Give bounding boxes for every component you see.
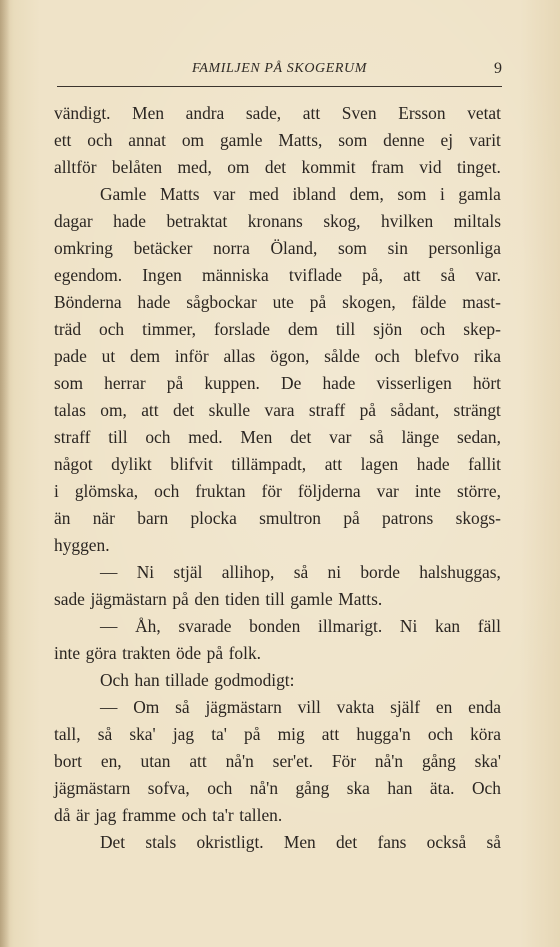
word: ska' xyxy=(474,751,501,771)
word: jägmästarn xyxy=(90,589,167,609)
word: dem, xyxy=(349,184,384,204)
word: rika xyxy=(473,346,501,366)
word: var. xyxy=(475,265,501,285)
word: belåten xyxy=(111,157,163,177)
word: inför xyxy=(174,346,209,366)
word: hugga'n xyxy=(356,724,411,744)
word: större, xyxy=(456,481,501,501)
running-title: FAMILJEN PÅ SKOGERUM xyxy=(191,61,368,76)
word: som xyxy=(338,130,368,150)
word: hade xyxy=(137,292,171,312)
word: ut xyxy=(101,346,116,366)
word: plocka xyxy=(190,508,237,528)
word: så xyxy=(97,724,113,744)
word: på xyxy=(244,724,261,744)
text-line xyxy=(54,127,501,154)
word: annat xyxy=(128,130,166,150)
word: gång xyxy=(421,751,456,771)
word: med xyxy=(248,184,279,204)
word: folk. xyxy=(228,643,262,663)
text-line xyxy=(54,721,501,748)
word: timmer, xyxy=(142,319,196,339)
word: talas xyxy=(54,400,86,420)
word: omkring xyxy=(54,238,113,258)
word: det xyxy=(264,157,287,177)
word: tillade xyxy=(165,670,209,690)
word: Öland, xyxy=(270,238,318,258)
word: halshuggas, xyxy=(419,562,501,582)
word: ögon, xyxy=(270,346,310,366)
word: fäll xyxy=(477,616,501,636)
word: godmodigt: xyxy=(214,670,295,690)
word: dylikt xyxy=(111,454,152,474)
word: i xyxy=(439,184,445,204)
word: den xyxy=(194,589,220,609)
word: och xyxy=(145,427,171,447)
word: strängt xyxy=(453,400,501,420)
word: är xyxy=(75,805,90,825)
word: ett xyxy=(54,130,72,150)
word: och xyxy=(181,805,207,825)
word: smultron xyxy=(259,508,321,528)
word: så xyxy=(440,265,456,285)
word: stals xyxy=(145,832,177,852)
word: forslade xyxy=(213,319,270,339)
word: tiden xyxy=(225,589,260,609)
word: dem xyxy=(287,319,318,339)
word: när xyxy=(92,508,115,528)
word: enda xyxy=(468,697,501,717)
text-line xyxy=(54,586,501,613)
word: tall, xyxy=(54,724,81,744)
word: straff xyxy=(54,427,91,447)
word: — xyxy=(100,697,118,717)
word: sågbockar xyxy=(186,292,257,312)
word: bort xyxy=(54,751,83,771)
word: och xyxy=(99,319,125,339)
word: trakten xyxy=(122,643,171,663)
word: att xyxy=(321,724,340,744)
word: ska xyxy=(346,778,370,798)
word: och xyxy=(207,778,233,798)
word: vill xyxy=(297,697,321,717)
word: mast- xyxy=(462,292,501,312)
text-line xyxy=(54,424,501,451)
text-line xyxy=(54,343,501,370)
word: köra xyxy=(470,724,501,744)
word: gamle xyxy=(219,130,263,150)
word: som xyxy=(397,184,427,204)
word: att xyxy=(302,103,321,123)
word: pade xyxy=(54,346,87,366)
word: på xyxy=(206,643,224,663)
word: ser'et. xyxy=(272,751,313,771)
word: att xyxy=(189,751,207,771)
word: med. xyxy=(188,427,223,447)
text-line xyxy=(54,397,501,424)
word: — xyxy=(100,562,118,582)
word: han xyxy=(387,778,413,798)
word: barn xyxy=(137,508,169,528)
word: gamle xyxy=(290,589,333,609)
word: Sven xyxy=(341,103,377,123)
text-line xyxy=(54,478,501,505)
word: För xyxy=(331,751,357,771)
word: kuppen. xyxy=(204,373,260,393)
word: ta'r xyxy=(212,805,234,825)
word: och xyxy=(154,481,180,501)
word: och xyxy=(374,346,400,366)
word: sedan, xyxy=(456,427,501,447)
word: i xyxy=(54,481,59,501)
word: visserligen xyxy=(376,373,452,393)
word: skogs- xyxy=(455,508,501,528)
text-line xyxy=(54,208,501,235)
text-line xyxy=(54,532,501,559)
word: kan xyxy=(435,616,461,636)
word: skep- xyxy=(463,319,501,339)
word: länge xyxy=(401,427,440,447)
text-line xyxy=(54,802,501,829)
word: så xyxy=(175,697,190,717)
text-line xyxy=(54,262,501,289)
word: De xyxy=(281,373,302,393)
word: vara xyxy=(264,400,295,420)
word: illmarigt. xyxy=(318,616,383,636)
word: att xyxy=(141,400,159,420)
word: allihop, xyxy=(221,562,275,582)
word: ej xyxy=(440,130,454,150)
word: om, xyxy=(100,400,127,420)
word: inte xyxy=(54,643,81,663)
word: äta. xyxy=(429,778,455,798)
word: gång xyxy=(295,778,330,798)
word: det xyxy=(335,832,358,852)
word: jag xyxy=(95,805,117,825)
word: om xyxy=(227,157,250,177)
word: var xyxy=(329,427,352,447)
word: denne xyxy=(383,130,425,150)
word: betraktat xyxy=(166,211,228,231)
word: alltför xyxy=(54,157,97,177)
word: var xyxy=(376,481,399,501)
word: skulle xyxy=(208,400,251,420)
word: varit xyxy=(469,130,501,150)
word: hade xyxy=(322,373,356,393)
page-number: 9 xyxy=(494,60,502,77)
word: så xyxy=(293,562,309,582)
word: det xyxy=(290,427,312,447)
text-line xyxy=(54,505,501,532)
text-line xyxy=(54,235,501,262)
word: något xyxy=(54,454,93,474)
text-line xyxy=(54,370,501,397)
word: egendom. xyxy=(54,265,123,285)
word: tillämpadt, xyxy=(231,454,307,474)
word: en xyxy=(435,697,453,717)
word: till xyxy=(335,319,356,339)
text-line xyxy=(54,748,501,775)
word: lagen xyxy=(360,454,399,474)
word: träd xyxy=(54,319,82,339)
word: fram xyxy=(371,157,404,177)
word: hört xyxy=(472,373,501,393)
word: jägmästarn xyxy=(54,778,131,798)
text-line xyxy=(54,181,501,208)
word: Bönderna xyxy=(54,292,122,312)
text-line xyxy=(54,100,501,127)
word: på xyxy=(309,292,327,312)
word: vändigt. xyxy=(54,103,111,123)
word: — xyxy=(100,616,118,636)
text-line xyxy=(54,775,501,802)
text-line xyxy=(54,316,501,343)
word: gamla xyxy=(458,184,501,204)
word: norra xyxy=(213,238,250,258)
word: Åh, xyxy=(135,616,161,636)
word: Men xyxy=(132,103,165,123)
word: var xyxy=(213,184,236,204)
word: straff xyxy=(308,400,346,420)
word: kommit xyxy=(301,157,356,177)
word: på xyxy=(166,373,184,393)
word: nå'n xyxy=(249,778,279,798)
word: med, xyxy=(177,157,212,177)
word: människa xyxy=(202,265,269,285)
word: herrar xyxy=(104,373,146,393)
text-line xyxy=(54,451,501,478)
word: bonden xyxy=(249,616,301,636)
word: fallit xyxy=(468,454,501,474)
word: han xyxy=(134,670,160,690)
word: borde xyxy=(360,562,400,582)
text-line xyxy=(54,613,501,640)
text-line xyxy=(54,559,501,586)
word: mig xyxy=(277,724,305,744)
word: så xyxy=(486,832,501,852)
text-line xyxy=(54,154,501,181)
word: göra xyxy=(85,643,117,663)
word: ute xyxy=(272,292,294,312)
word: ta' xyxy=(211,724,227,744)
word: vetat xyxy=(467,103,501,123)
word: stjäl xyxy=(173,562,203,582)
word: Matts. xyxy=(338,589,383,609)
word: jag xyxy=(172,724,195,744)
word: följderna xyxy=(297,481,361,501)
word: sade xyxy=(54,589,85,609)
word: på, xyxy=(362,265,383,285)
word: jägmästarn xyxy=(205,697,282,717)
word: Och xyxy=(100,670,129,690)
word: fans xyxy=(377,832,407,852)
word: och xyxy=(420,319,446,339)
word: Matts, xyxy=(278,130,323,150)
word: blifvit xyxy=(170,454,213,474)
word: ska' xyxy=(129,724,156,744)
word: och xyxy=(87,130,113,150)
word: på xyxy=(172,589,189,609)
word: hade xyxy=(416,454,450,474)
word: framme xyxy=(121,805,176,825)
word: sådant, xyxy=(390,400,440,420)
word: Men xyxy=(240,427,273,447)
word: så xyxy=(369,427,384,447)
word: att xyxy=(324,454,343,474)
word: fälde xyxy=(411,292,447,312)
body-text xyxy=(54,100,501,856)
word: vakta xyxy=(336,697,375,717)
word: okristligt. xyxy=(196,832,264,852)
word: Och xyxy=(471,778,501,798)
text-line xyxy=(54,289,501,316)
word: hade xyxy=(113,211,146,231)
word: Matts xyxy=(159,184,200,204)
word: personliga xyxy=(428,238,501,258)
word: Men xyxy=(283,832,316,852)
word: också xyxy=(426,832,467,852)
word: kronans xyxy=(247,211,303,231)
word: ni xyxy=(327,562,342,582)
word: blefvo xyxy=(414,346,460,366)
word: dem xyxy=(130,346,160,366)
text-line xyxy=(54,667,501,694)
header-rule xyxy=(57,86,502,87)
word: Om xyxy=(133,697,160,717)
word: betäcker xyxy=(133,238,193,258)
word: hyggen. xyxy=(54,535,110,555)
word: skogen, xyxy=(342,292,396,312)
word: Ni xyxy=(399,616,418,636)
spine-shadow xyxy=(0,0,10,947)
word: tallen. xyxy=(239,805,283,825)
word: andra xyxy=(185,103,225,123)
word: som xyxy=(337,238,367,258)
word: utan xyxy=(140,751,171,771)
word: då xyxy=(54,805,71,825)
word: på xyxy=(343,508,360,528)
word: sin xyxy=(387,238,408,258)
word: Det xyxy=(100,832,126,852)
word: till xyxy=(265,589,285,609)
word: att xyxy=(403,265,421,285)
word: tviflade xyxy=(288,265,342,285)
word: allas xyxy=(223,346,256,366)
word: för xyxy=(261,481,282,501)
word: och xyxy=(427,724,453,744)
text-line xyxy=(54,829,501,856)
word: än xyxy=(54,508,71,528)
word: miltals xyxy=(453,211,501,231)
word: en, xyxy=(100,751,122,771)
word: Ingen xyxy=(142,265,182,285)
page-header xyxy=(57,58,502,84)
word: patrons xyxy=(382,508,434,528)
word: Gamle xyxy=(100,184,147,204)
word: nå'n xyxy=(225,751,254,771)
word: inte xyxy=(414,481,441,501)
text-line xyxy=(54,640,501,667)
text-line xyxy=(54,694,501,721)
word: fruktan xyxy=(195,481,246,501)
word: sålde xyxy=(324,346,360,366)
word: nå'n xyxy=(374,751,404,771)
word: tinget. xyxy=(456,157,501,177)
word: sade, xyxy=(245,103,282,123)
word: sjön xyxy=(373,319,403,339)
word: dagar xyxy=(54,211,93,231)
word: vid xyxy=(419,157,442,177)
word: själf xyxy=(390,697,421,717)
word: det xyxy=(172,400,195,420)
word: på xyxy=(359,400,377,420)
word: ibland xyxy=(292,184,336,204)
word: skog, xyxy=(323,211,361,231)
word: hvilken xyxy=(381,211,434,231)
word: till xyxy=(108,427,128,447)
word: Ersson xyxy=(398,103,446,123)
word: om xyxy=(181,130,205,150)
word: glömska, xyxy=(74,481,139,501)
word: som xyxy=(54,373,83,393)
word: svarade xyxy=(178,616,232,636)
word: öde xyxy=(175,643,202,663)
word: sofva, xyxy=(147,778,190,798)
word: Ni xyxy=(136,562,155,582)
